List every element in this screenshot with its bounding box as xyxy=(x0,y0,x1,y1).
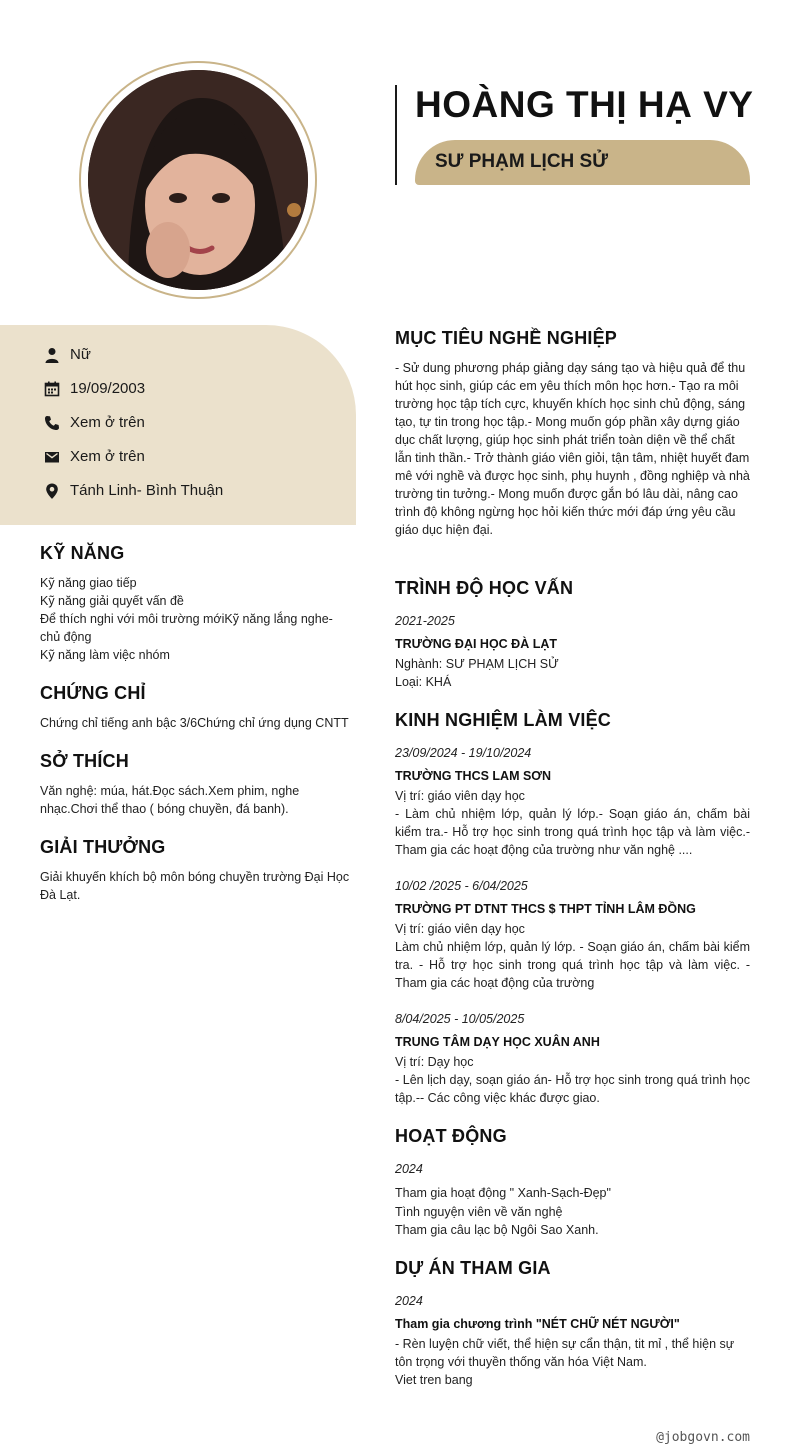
skills-heading: KỸ NĂNG xyxy=(40,543,125,563)
project-extra: Viet tren bang xyxy=(395,1373,473,1387)
mail-icon xyxy=(44,449,60,465)
contact-email xyxy=(44,448,145,465)
education-heading: TRÌNH ĐỘ HỌC VẤN xyxy=(395,578,574,598)
awards-line: Đà Lạt. xyxy=(40,888,81,902)
experience-body xyxy=(395,787,750,859)
project-name: Tham gia chương trình "NÉT CHỮ NÉT NGƯỜI" xyxy=(395,1317,680,1331)
list-item: Tham gia hoạt động " Xanh-Sạch-Đẹp" xyxy=(395,1186,611,1200)
experience-heading: KINH NGHIỆM LÀM VIỆC xyxy=(395,710,612,730)
gender-value: Nữ xyxy=(70,346,91,363)
experience-date: 23/09/2024 - 19/10/2024 xyxy=(395,746,532,760)
education-major: Nghành: SƯ PHẠM LỊCH SỬ xyxy=(395,657,559,671)
list-item: Tình nguyện viên về văn nghệ xyxy=(395,1205,563,1219)
experience-role: Vị trí: Dạy học xyxy=(395,1055,474,1069)
education-grade: Loại: KHÁ xyxy=(395,675,452,689)
experience-body xyxy=(395,920,750,992)
experience-desc: - Lên lịch dạy, soạn giáo án- Hỗ trợ học sinh trong quá trình học tập.-- Các công việc khác được giao. xyxy=(395,1073,750,1105)
location-pin-icon xyxy=(44,483,60,499)
avatar xyxy=(88,70,308,290)
experience-role: Vị trí: giáo viên dạy học xyxy=(395,922,525,936)
activities-list xyxy=(395,1184,611,1239)
contact-panel xyxy=(0,325,356,525)
project-body xyxy=(395,1335,750,1389)
calendar-icon xyxy=(44,381,60,397)
birthday-value: 19/09/2003 xyxy=(70,380,146,397)
email-value: Xem ở trên xyxy=(70,448,145,465)
experience-org: TRƯỜNG THCS LAM SƠN xyxy=(395,769,551,783)
experience-body xyxy=(395,1053,750,1107)
name-divider xyxy=(395,85,397,185)
experience-desc: Làm chủ nhiệm lớp, quản lý lớp. - Soạn giáo án, chấm bài kiểm tra. - Hỗ trợ học sinh trong quá trình học tập và làm việc. - Tham gia các hoạt động của trường xyxy=(395,940,750,990)
contact-address xyxy=(44,482,223,499)
skills-list xyxy=(40,574,333,664)
certificates-heading: CHỨNG CHỈ xyxy=(40,683,146,703)
contact-gender xyxy=(44,346,91,363)
phone-value: Xem ở trên xyxy=(70,414,145,431)
list-item: Để thích nghi với môi trường mớiKỹ năng lắng nghe- xyxy=(40,612,333,626)
hobbies-heading: SỞ THÍCH xyxy=(40,751,129,771)
experience-desc: - Làm chủ nhiệm lớp, quản lý lớp.- Soạn giáo án, chấm bài kiểm tra.- Hỗ trợ học sinh trong quá trình học tập và làm việc.- Tham gia các hoạt động của trường như văn nghệ .... xyxy=(395,807,750,857)
list-item: chủ động xyxy=(40,630,92,644)
project-desc: - Rèn luyện chữ viết, thể hiện sự cẩn thận, tit mỉ , thể hiện sự tôn trọng với thuyền thống văn hóa Việt Nam. xyxy=(395,1337,735,1369)
contact-birthday xyxy=(44,380,145,397)
contact-phone xyxy=(44,414,145,431)
education-school: TRƯỜNG ĐẠI HỌC ĐÀ LẠT xyxy=(395,637,557,651)
activities-heading: HOẠT ĐỘNG xyxy=(395,1126,507,1146)
person-icon xyxy=(44,347,60,363)
list-item: Kỹ năng làm việc nhóm xyxy=(40,648,170,662)
education-date: 2021-2025 xyxy=(395,614,455,628)
footer-watermark: @jobgovn.com xyxy=(656,1430,750,1445)
hobbies-line: Văn nghệ: múa, hát.Đọc sách.Xem phim, nghe xyxy=(40,784,300,798)
projects-heading: DỰ ÁN THAM GIA xyxy=(395,1258,551,1278)
objective-heading: MỤC TIÊU NGHỀ NGHIỆP xyxy=(395,328,618,348)
awards-heading: GIẢI THƯỞNG xyxy=(40,837,166,857)
job-title: SƯ PHẠM LỊCH SỬ xyxy=(435,151,608,172)
activities-date: 2024 xyxy=(395,1162,423,1176)
list-item: Tham gia câu lạc bộ Ngôi Sao Xanh. xyxy=(395,1223,599,1237)
phone-icon xyxy=(44,415,60,431)
address-value: Tánh Linh- Bình Thuận xyxy=(70,482,224,499)
candidate-name: HOÀNG THỊ HẠ VY xyxy=(415,84,754,125)
experience-date: 8/04/2025 - 10/05/2025 xyxy=(395,1012,525,1026)
awards-text xyxy=(40,868,349,904)
hobbies-line: nhạc.Chơi thể thao ( bóng chuyền, đá banh). xyxy=(40,802,289,816)
experience-date: 10/02 /2025 - 6/04/2025 xyxy=(395,879,528,893)
experience-org: TRUNG TÂM DẠY HỌC XUÂN ANH xyxy=(395,1035,600,1049)
objective-text: - Sử dung phương pháp giảng dạy sáng tạo và hiệu quả để thu hút học sinh, giúp các em yêu thích môn học hơn.- Tạo ra môi trường học tập tích cực, khuyến khích học sinh chủ động, sáng tạo, tự tin trong học tập.- Mong muốn góp phần xây dựng giáo dục chất lượng, giúp học sinh phát triển toàn diện về thể chất lẫn tinh thần.- Trở thành giáo viên giỏi, tận tâm, nhiệt huyết đam mê với nghề và được học sinh, phụ huynh , đồng nghiệp và nhà trường tin tưởng.- Mong muốn được gắn bó lâu dài, nâng cao trình độ không ngừng học hỏi kiến thức mới đáp ứng yêu cầu giáo dục hiện đại. xyxy=(395,361,750,537)
experience-org: TRƯỜNG PT DTNT THCS $ THPT TỈNH LÂM ĐỒNG xyxy=(395,902,696,916)
projects-date: 2024 xyxy=(395,1294,423,1308)
education-details xyxy=(395,655,559,691)
list-item: Kỹ năng giao tiếp xyxy=(40,576,137,590)
list-item: Kỹ năng giải quyết vấn đề xyxy=(40,594,184,608)
awards-line: Giải khuyến khích bộ môn bóng chuyền trường Đại Học xyxy=(40,870,350,884)
hobbies-text xyxy=(40,782,299,818)
experience-role: Vị trí: giáo viên dạy học xyxy=(395,789,525,803)
job-title-banner xyxy=(415,140,750,185)
certificates-text: Chứng chỉ tiếng anh bậc 3/6Chứng chỉ ứng dụng CNTT xyxy=(40,716,349,730)
